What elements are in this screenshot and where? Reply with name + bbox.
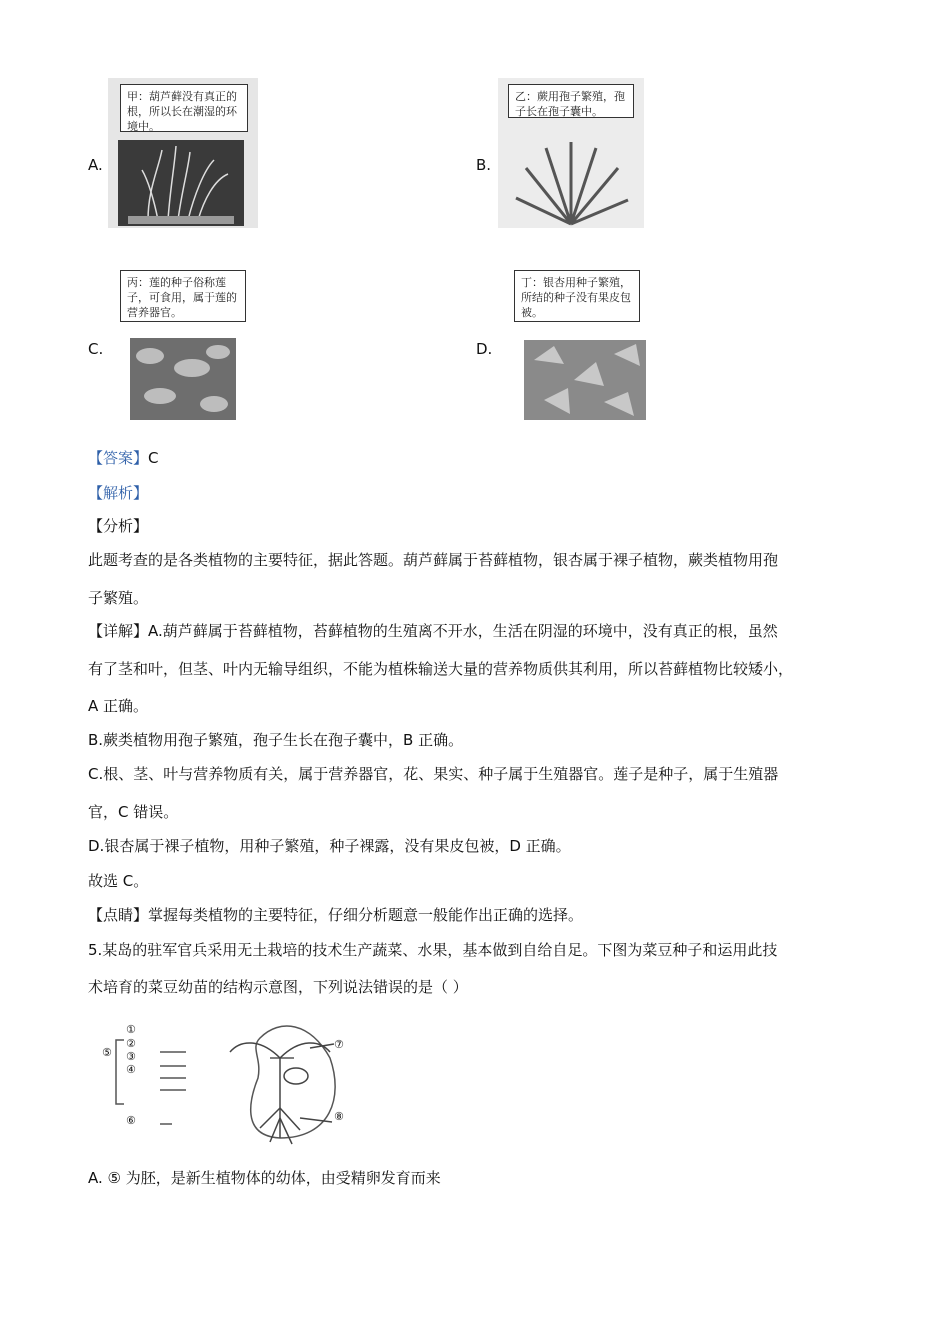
option-d-bubble: 丁：银杏用种子繁殖，所结的种子没有果皮包被。 [514, 270, 640, 322]
ginkgo-image [524, 340, 646, 420]
option-d-letter: D. [476, 340, 493, 358]
option-c-bubble: 丙：莲的种子俗称莲子，可食用，属于莲的营养器官。 [120, 270, 246, 322]
text-line: 官，C 错误。 [88, 803, 179, 821]
option-a-bubble: 甲：葫芦藓没有真正的根，所以长在潮湿的环境中。 [120, 84, 248, 132]
option-a-letter: A. [88, 156, 103, 174]
text-line: 有了茎和叶，但茎、叶内无输导组织，不能为植株输送大量的营养物质供其利用，所以苔藓植物比较矮小， [88, 660, 794, 678]
moss-image [118, 140, 244, 226]
seed-label-7: ⑦ [334, 1038, 344, 1051]
fenxi-label: 【分析】 [88, 517, 149, 535]
seed-label-3: ③ [126, 1050, 136, 1063]
option-a-text: A. ⑤ 为胚，是新生植物体的幼体，由受精卵发育而来 [88, 1169, 441, 1187]
text-line: C.根、茎、叶与营养物质有关，属于营养器官，花、果实、种子属于生殖器官。莲子是种子，属于生殖器 [88, 765, 779, 783]
question-line: 5.某岛的驻军官兵采用无土栽培的技术生产蔬菜、水果，基本做到自给自足。下图为菜豆种子和运用此技 [88, 941, 778, 959]
text-line: 故选 C。 [88, 872, 149, 890]
seed-label-1: ① [126, 1023, 136, 1036]
seed-seedling-diagram [100, 1018, 360, 1148]
text-line: 【点睛】掌握每类植物的主要特征，仔细分析题意一般能作出正确的选择。 [88, 906, 584, 924]
text-line: B.蕨类植物用孢子繁殖，孢子生长在孢子囊中，B 正确。 [88, 731, 464, 749]
seed-label-5: ⑤ [102, 1046, 112, 1059]
seed-label-4: ④ [126, 1063, 136, 1076]
seed-label-2: ② [126, 1037, 136, 1050]
answer-label: 【答案】 [88, 449, 149, 467]
option-c-letter: C. [88, 340, 104, 358]
text-line: 【详解】A.葫芦藓属于苔藓植物，苔藓植物的生殖离不开水，生活在阴湿的环境中，没有真正的根，虽然 [88, 622, 778, 640]
option-b-bubble: 乙：蕨用孢子繁殖，孢子长在孢子囊中。 [508, 84, 634, 118]
text-line: A 正确。 [88, 697, 149, 715]
answer-line [88, 448, 159, 468]
text-line: D.银杏属于裸子植物，用种子繁殖，种子裸露，没有果皮包被，D 正确。 [88, 837, 571, 855]
lotus-image [130, 338, 236, 420]
seed-label-8: ⑧ [334, 1110, 344, 1123]
text-line: 子繁殖。 [88, 589, 149, 607]
answer-value: C [148, 449, 159, 467]
jiexi-label: 【解析】 [88, 484, 149, 502]
text-line: 此题考查的是各类植物的主要特征，据此答题。葫芦藓属于苔藓植物，银杏属于裸子植物，蕨类植物用孢 [88, 551, 779, 569]
seed-label-6: ⑥ [126, 1114, 136, 1127]
option-b-letter: B. [476, 156, 492, 174]
question-line: 术培育的菜豆幼苗的结构示意图，下列说法错误的是（ ） [88, 978, 468, 996]
fern-image [506, 138, 636, 226]
